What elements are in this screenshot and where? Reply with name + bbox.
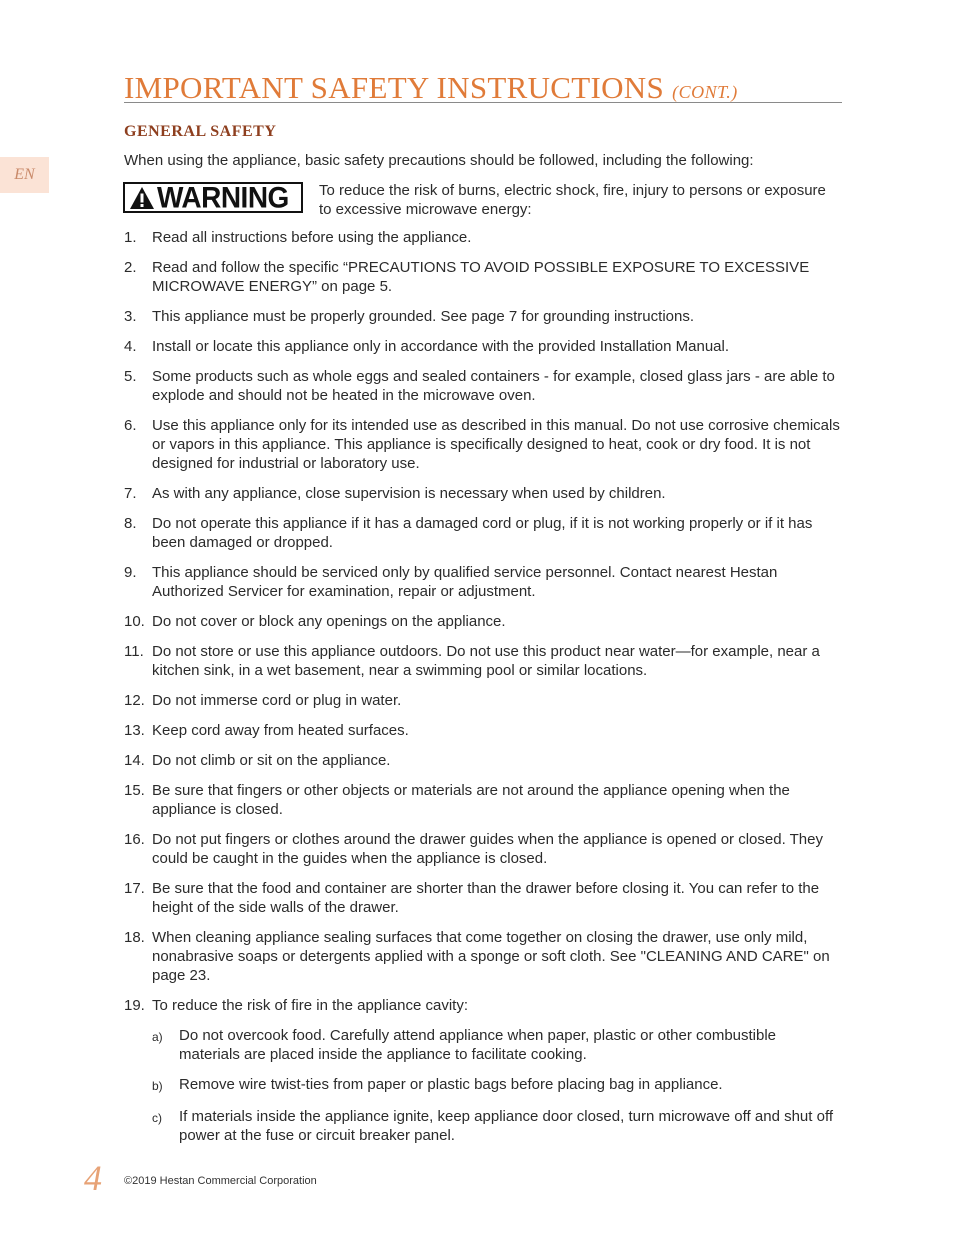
list-item [124,484,840,503]
list-item-number: 1. [124,229,137,246]
list-item-text: Do not operate this appliance if it has a damaged cord or plug, if it is not working properly or if it has been damaged or dropped. [152,515,813,551]
list-item-text: Install or locate this appliance only in accordance with the provided Installation Manual. [152,338,730,355]
list-item-text: Some products such as whole eggs and sealed containers - for example, closed glass jars - are able to explode and should not be heated in the microwave oven. [152,368,835,404]
sublist-item-letter: b) [152,1079,163,1093]
list-item [124,928,840,985]
warning-triangle-icon [129,186,155,210]
sublist-item-letter: a) [152,1030,163,1044]
list-item [124,416,840,473]
list-item-number: 14. [124,752,145,769]
warning-word: WARNING [157,180,289,214]
sublist-item-text: Remove wire twist-ties from paper or plastic bags before placing bag in appliance. [179,1076,723,1093]
list-item [124,781,840,819]
list-item-number: 15. [124,782,145,799]
list-item [124,996,840,1015]
list-item [124,563,840,601]
list-item-number: 5. [124,368,137,385]
sublist-item [152,1107,840,1145]
page-title-main: IMPORTANT SAFETY INSTRUCTIONS [124,70,665,105]
section-heading: GENERAL SAFETY [124,123,277,140]
sublist-item-text: Do not overcook food. Carefully attend appliance when paper, plastic or other combustible materials are placed inside the appliance to facilitate cooking. [179,1027,777,1063]
list-item-text: Do not cover or block any openings on the appliance. [152,613,506,630]
sublist-item-letter: c) [152,1111,162,1125]
list-item [124,367,840,405]
language-tab: EN [0,157,49,193]
list-item-number: 16. [124,831,145,848]
list-item-number: 7. [124,485,137,502]
list-item-text: This appliance must be properly grounded. See page 7 for grounding instructions. [152,308,694,325]
list-item [124,691,840,710]
list-item-number: 19. [124,997,145,1014]
list-item [124,751,840,770]
list-item-number: 12. [124,692,145,709]
list-item-text: As with any appliance, close supervision is necessary when used by children. [152,485,666,502]
list-item-text: This appliance should be serviced only by qualified service personnel. Contact nearest Hestan Authorized Servicer for examination, repair or adjustment. [152,564,778,600]
page-number: 4 [84,1158,102,1198]
list-item-number: 4. [124,338,137,355]
sublist-item [152,1026,840,1064]
warning-label [123,182,303,213]
list-item-text: Do not put fingers or clothes around the drawer guides when the appliance is opened or closed. They could be caught in the guides when the appliance is closed. [152,831,823,867]
page-title-suffix: (CONT.) [672,82,738,102]
list-item [124,830,840,868]
list-item-number: 3. [124,308,137,325]
list-item-text: Do not climb or sit on the appliance. [152,752,391,769]
safety-list [124,228,840,1156]
list-item [124,721,840,740]
list-item [124,879,840,917]
list-item-number: 18. [124,929,145,946]
page-title [124,70,842,110]
page-title-bar [124,70,842,103]
sublist-item [152,1075,840,1096]
list-item-number: 9. [124,564,137,581]
list-item [124,514,840,552]
list-item-number: 2. [124,259,137,276]
list-item-text: Be sure that fingers or other objects or materials are not around the appliance opening when the appliance is closed. [152,782,790,818]
list-item-number: 6. [124,417,137,434]
copyright: ©2019 Hestan Commercial Corporation [124,1175,317,1187]
list-item-text: To reduce the risk of fire in the appliance cavity: [152,997,468,1014]
list-item-number: 17. [124,880,145,897]
list-item-number: 8. [124,515,137,532]
warning-text: To reduce the risk of burns, electric shock, fire, injury to persons or exposure to excessive microwave energy: [319,182,826,218]
list-item [124,228,840,247]
list-item-text: Do not store or use this appliance outdoors. Do not use this product near water—for example, near a kitchen sink, in a wet basement, near a swimming pool or similar locations. [152,643,820,679]
list-item-text: Be sure that the food and container are shorter than the drawer before closing it. You can refer to the height of the side walls of the drawer. [152,880,820,916]
list-item [124,307,840,326]
list-item-text: Use this appliance only for its intended use as described in this manual. Do not use corrosive chemicals or vapors in this appliance. This appliance is specifically designed to heat, cook or dry food. It is not designed for industrial or laboratory use. [152,417,840,472]
list-item [124,337,840,356]
list-item-text: Keep cord away from heated surfaces. [152,722,409,739]
list-item-text: Do not immerse cord or plug in water. [152,692,402,709]
list-item-text: Read and follow the specific “PRECAUTIONS TO AVOID POSSIBLE EXPOSURE TO EXCESSIVE MICROWAVE ENERGY” on page 5. [152,259,810,295]
list-item-number: 10. [124,613,145,630]
intro-text: When using the appliance, basic safety precautions should be followed, including the following: [124,152,754,169]
list-item-text: Read all instructions before using the appliance. [152,229,472,246]
list-item-number: 11. [124,643,144,660]
sublist-item-text: If materials inside the appliance ignite, keep appliance door closed, turn microwave off and shut off power at the fuse or circuit breaker panel. [179,1108,834,1144]
list-item [124,642,840,680]
list-item-number: 13. [124,722,145,739]
list-item-text: When cleaning appliance sealing surfaces that come together on closing the drawer, use only mild, nonabrasive soaps or detergents applied with a sponge or soft cloth. See "CLEANING AND CARE" on page 23. [152,929,830,984]
fire-risk-sublist [152,1026,840,1145]
list-item [124,612,840,631]
list-item [124,258,840,296]
